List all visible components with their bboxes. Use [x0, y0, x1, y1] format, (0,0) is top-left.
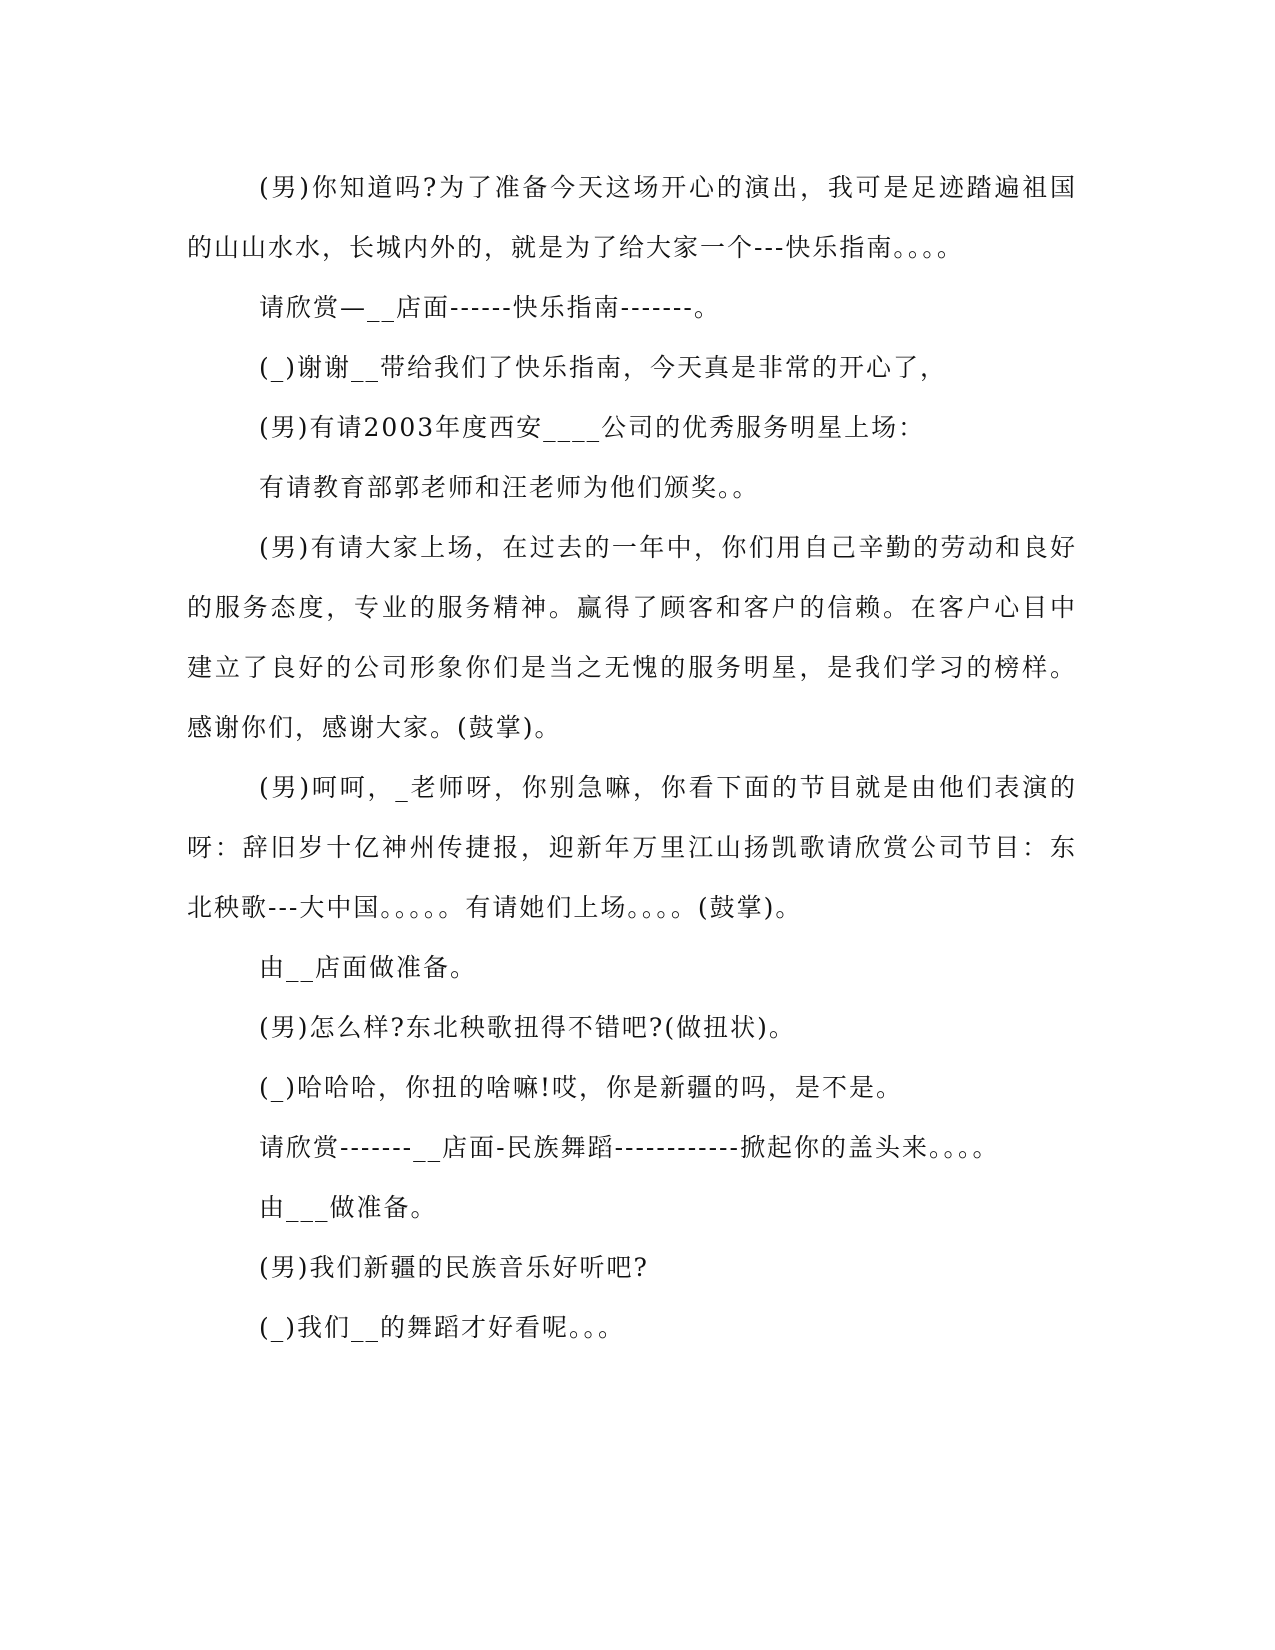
paragraph: (_)谢谢__带给我们了快乐指南，今天真是非常的开心了，	[259, 353, 948, 382]
paragraph: (男)有请大家上场，在过去的一年中，你们用自己辛勤的劳动和良好的服务态度，专业的服务精神。赢得了顾客和客户的信赖。在客户心目中建立了良好的公司形象你们是当之无愧的服务明星，是我们学习的榜样。感谢你们，感谢大家。(鼓掌)。	[187, 533, 1077, 742]
paragraph: (_)我们__的舞蹈才好看呢。。。	[259, 1313, 626, 1342]
paragraph: (男)怎么样?东北秧歌扭得不错吧?(做扭状)。	[259, 1013, 796, 1042]
paragraph: (男)呵呵，_老师呀，你别急嘛，你看下面的节目就是由他们表演的呀：辞旧岁十亿神州传捷报，迎新年万里江山扬凯歌请欣赏公司节目：东北秧歌---大中国。。。。。有请她们上场。。。。(鼓掌)。	[187, 773, 1077, 922]
paragraph: 由___做准备。	[259, 1193, 438, 1222]
paragraph: (_)哈哈哈，你扭的啥嘛!哎，你是新疆的吗，是不是。	[259, 1073, 904, 1102]
document-body	[187, 158, 1077, 1358]
paragraph: 请欣赏-------__店面-民族舞蹈------------掀起你的盖头来。。。。	[259, 1133, 1000, 1162]
paragraph: (男)你知道吗?为了准备今天这场开心的演出，我可是足迹踏遍祖国的山山水水，长城内外的，就是为了给大家一个---快乐指南。。。。	[187, 173, 1077, 262]
paragraph: (男)我们新疆的民族音乐好听吧?	[259, 1253, 649, 1282]
paragraph: 有请教育部郭老师和汪老师为他们颁奖。。	[259, 473, 760, 502]
paragraph: 请欣赏—__店面------快乐指南-------。	[259, 293, 721, 322]
paragraph: (男)有请2003年度西安____公司的优秀服务明星上场：	[259, 413, 926, 442]
paragraph: 由__店面做准备。	[259, 953, 478, 982]
